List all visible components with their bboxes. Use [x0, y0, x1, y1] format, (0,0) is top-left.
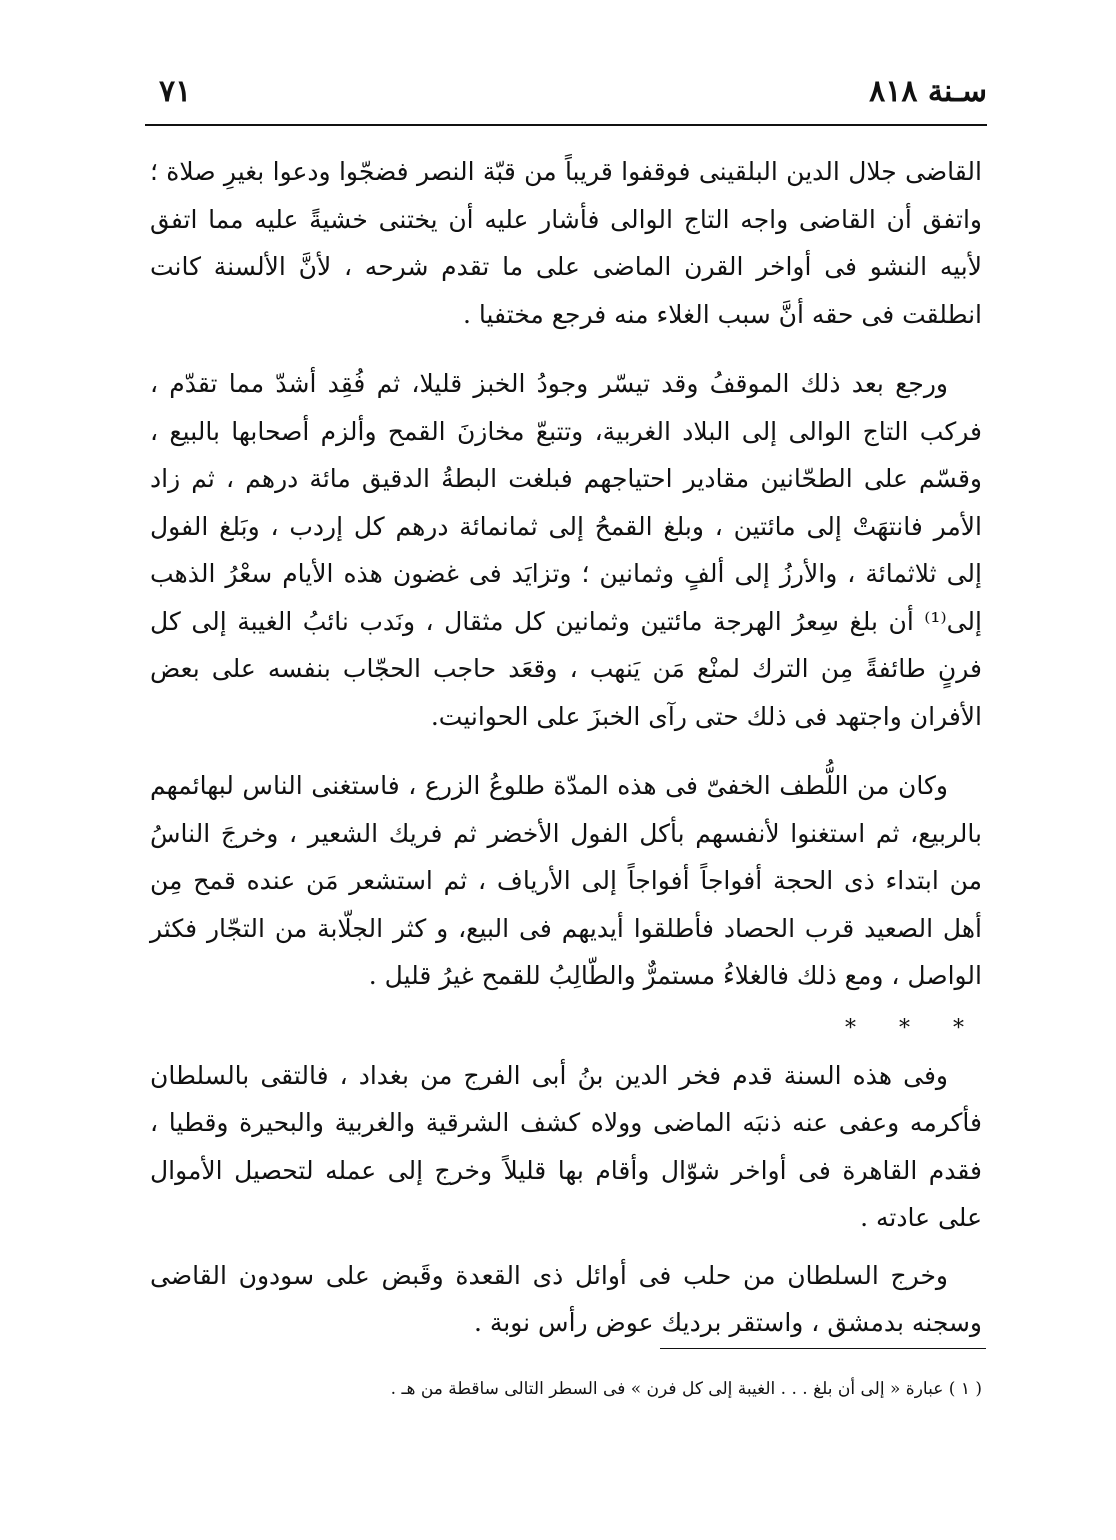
paragraph-2: ورجع بعد ذلك الموقفُ وقد تيسّر وجودُ الخبز قليلا، ثم فُقِد أشدّ مما تقدّم ، فركب التاج الوالى إلى البلاد الغربية، وتتبعّ مخازنَ القمح وألزم أصحابها بالبيع ، وقسّم على الطحّانين مقادير احتياجهم فبلغت البطةُ الدقيق مائة درهم ، ثم زاد الأمر فانتهَتْ إلى مائتين ، وبلغ القمحُ إلى ثمانمائة درهم كل إردب ، وبَلغ الفول إلى ثلاثمائة ، والأرزُ إلى ألفٍ وثمانين ؛ وتزايَد فى غضون هذه الأيام سعْرُ الذهب إلى⁽¹⁾ أن بلغ سِعرُ الهرجة مائتين وثمانين كل مثقال ، ونَدب نائبُ الغيبة إلى كل فرنٍ طائفةً مِن الترك لمنْع مَن يَنهب ، وقعَد حاجب الحجّاب بنفسه على بعض الأفران واجتهد فى ذلك حتى رآى الخبزَ على الحوانيت.: [150, 369, 982, 731]
paragraph-5: وخرج السلطان من حلب فى أوائل ذى القعدة وقَبض على سودون القاضى وسجنه بدمشق ، واستقر برديك عوض رأس نوبة .: [150, 1260, 982, 1337]
page-number: ٧١: [159, 74, 192, 109]
section-separator: * * *: [845, 1015, 982, 1041]
footnote: ( ١ ) عبارة « إلى أن بلغ . . . الغيبة إلى كل فرن » فى السطر التالى ساقطة من هـ .: [390, 1379, 982, 1399]
paragraph-3: وكان من اللُّطف الخفىّ فى هذه المدّة طلوعُ الزرع ، فاستغنى الناس لبهائمهم بالربيع، ثم استغنوا لأنفسهم بأكل الفول الأخضر ثم فريك الشعير ، وخرجَ الناسُ من ابتداء ذى الحجة أفواجاً أفواجاً إلى الأرياف ، ثم استشعر مَن عنده قمح مِن أهل الصعيد قرب الحصاد فأطلقوا أيديهم فى البيع، و كثر الجلّابة من التجّار فكثر الواصل ، ومع ذلك فالغلاءُ مستمرٌّ والطّالِبُ للقمح غيرُ قليل .: [150, 771, 982, 990]
paragraph-1: القاضى جلال الدين البلقينى فوقفوا قريباً من قبّة النصر فضجّوا ودعوا بغيرِ صلاة ؛ واتفق أن القاضى واجه التاج الوالى فأشار عليه أن يختنى خشيةً عليه مما اتفق لأبيه النشو فى أواخر القرن الماضى على ما تقدم شرحه ، لأنَّ الألسنة كانت انطلقت فى حقه أنَّ سبب الغلاء منه فرجع مختفيا .: [150, 157, 982, 329]
page-header: [145, 70, 987, 116]
header-rule: [145, 124, 987, 126]
main-text: [150, 148, 982, 1347]
paragraph-4: وفى هذه السنة قدم فخر الدين بنُ أبى الفرج من بغداد ، فالتقى بالسلطان فأكرمه وعفى عنه ذنبَه الماضى وولاه كشف الشرقية والغربية والبحيرة وقطيا ، فقدم القاهرة فى أواخر شوّال وأقام بها قليلاً وخرج إلى عمله لتحصيل الأموال على عادته .: [150, 1060, 982, 1232]
footnote-rule: [660, 1348, 986, 1349]
running-head-year: سـنة ٨١٨: [869, 74, 987, 109]
